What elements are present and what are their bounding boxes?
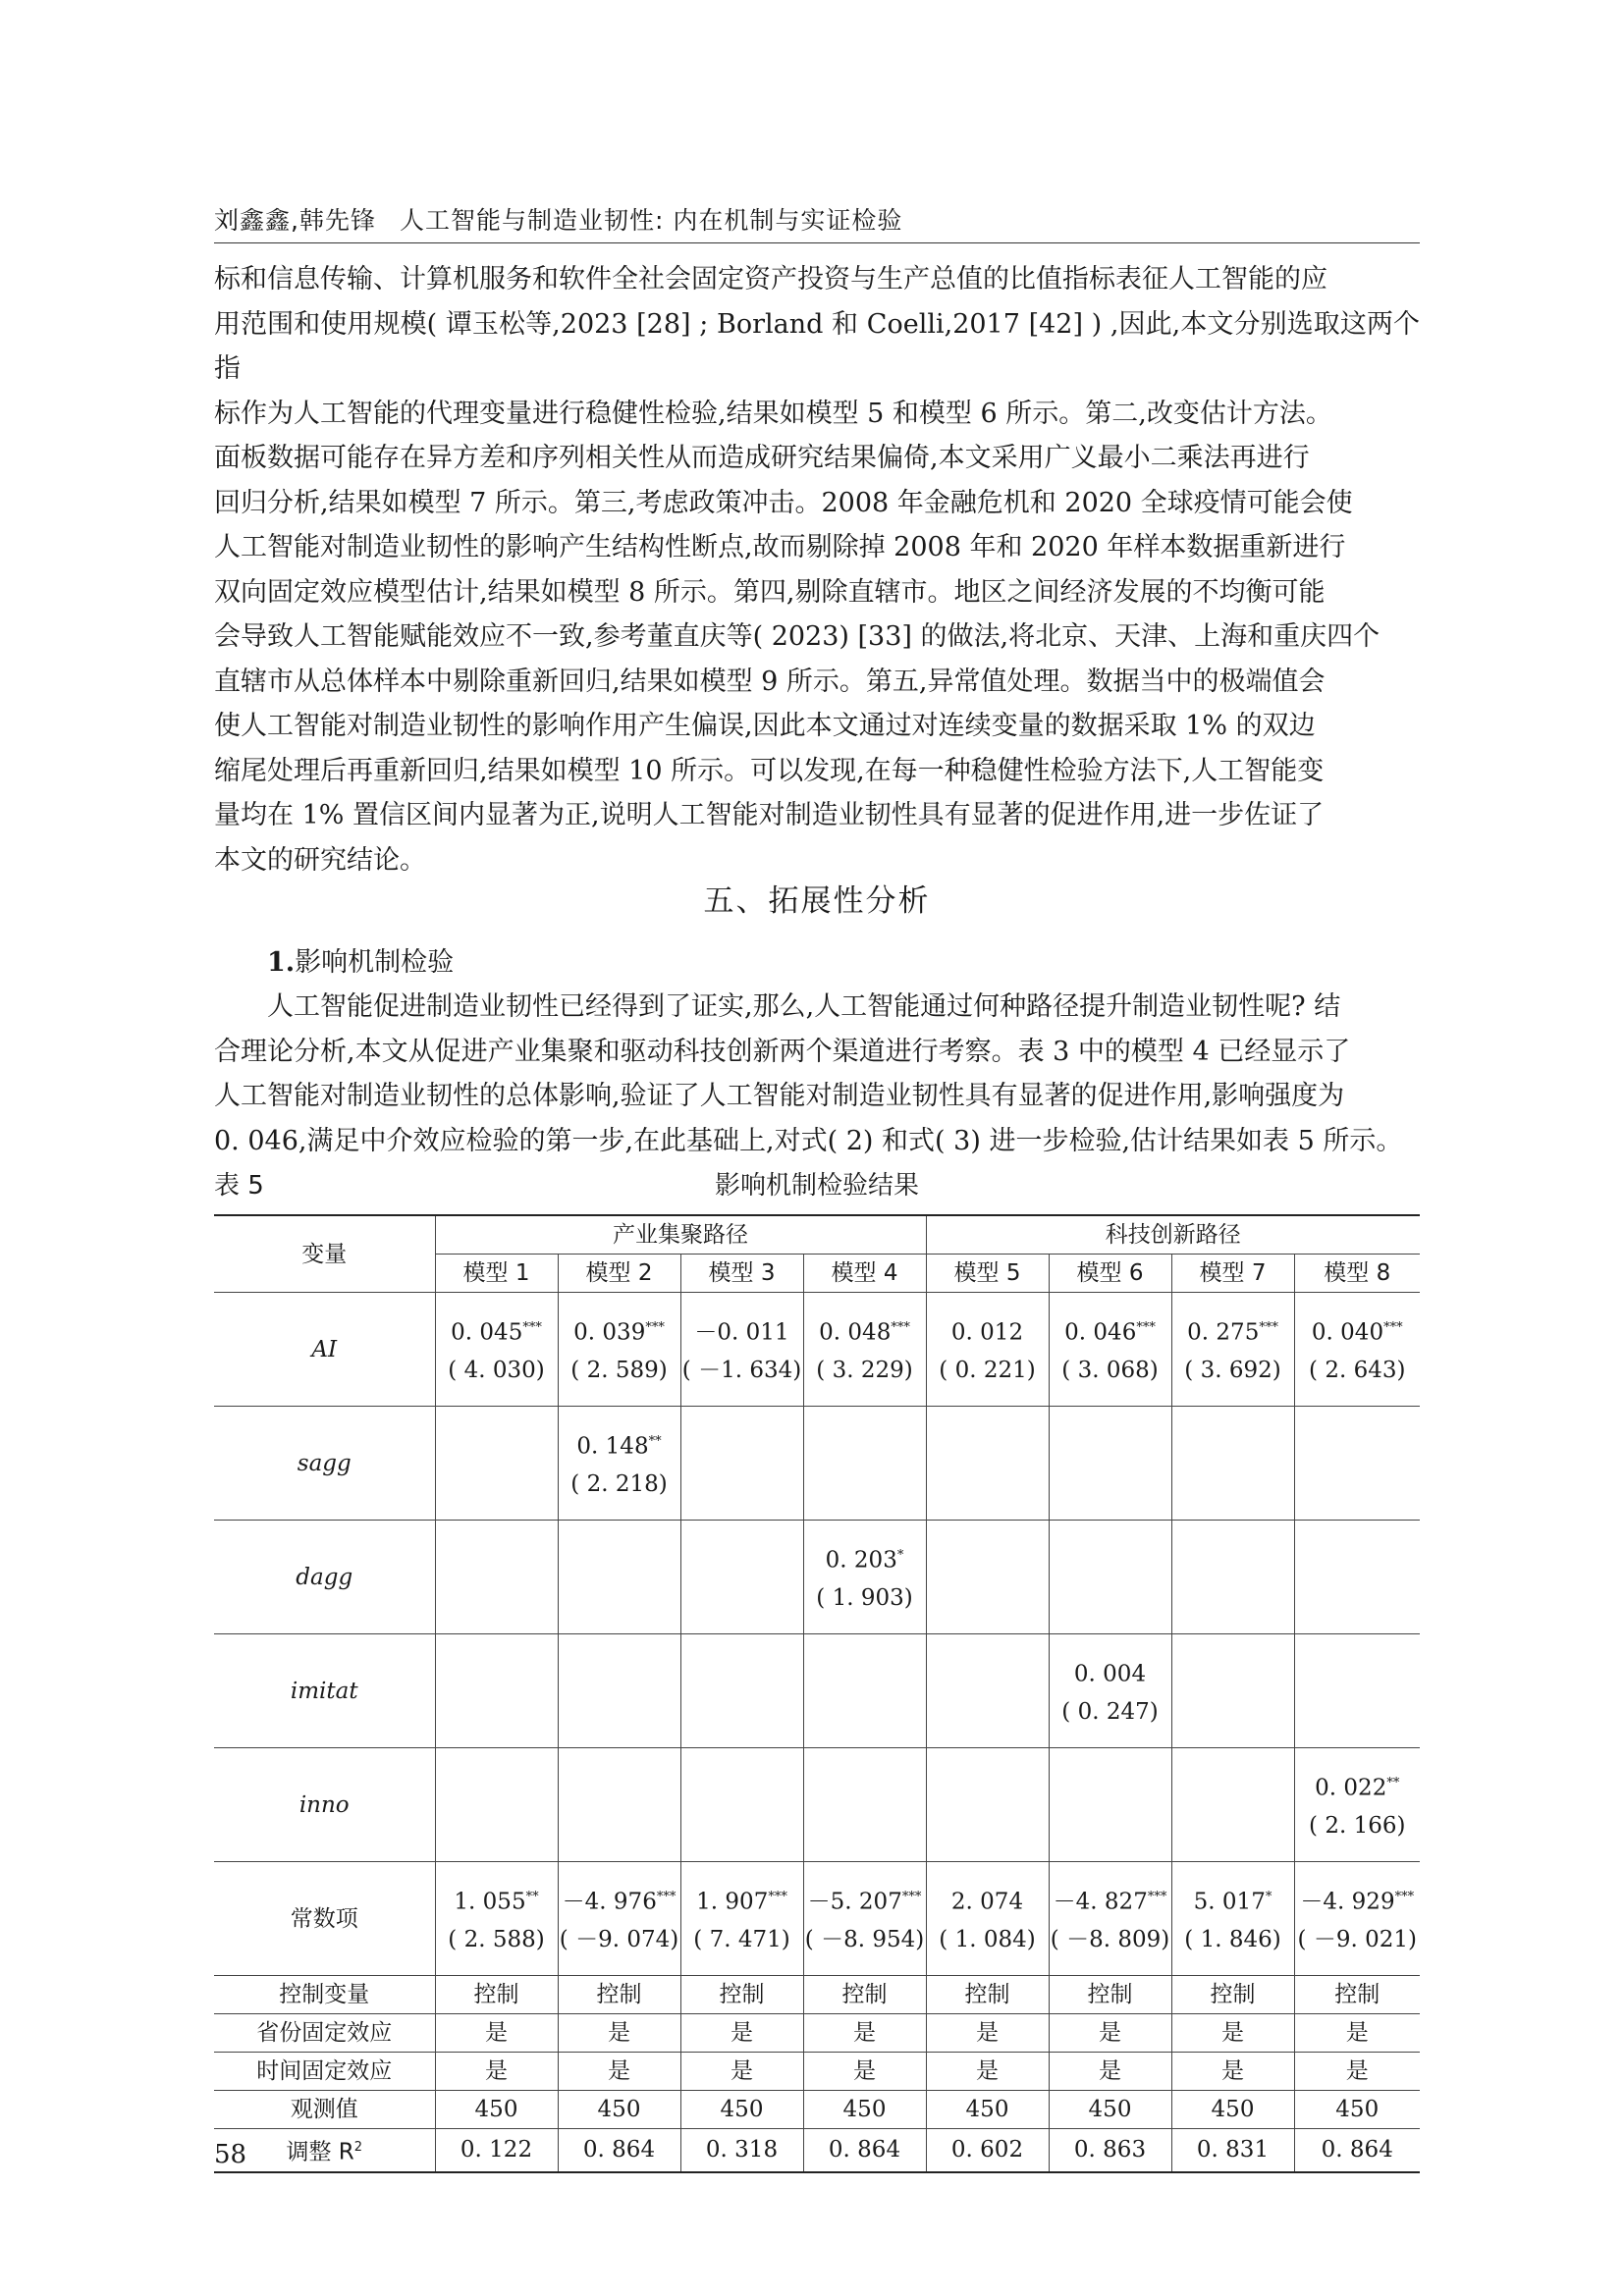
table-row bbox=[214, 1521, 1420, 1634]
model-header: 模型 3 bbox=[680, 1255, 803, 1293]
table-cell: 是 bbox=[1294, 2053, 1420, 2091]
model-header: 模型 1 bbox=[435, 1255, 558, 1293]
coefficient: 0. 045 bbox=[451, 1319, 523, 1346]
model-header: 模型 6 bbox=[1049, 1255, 1171, 1293]
t-statistic: ( 1. 903) bbox=[816, 1584, 913, 1611]
section-title: 五、拓展性分析 bbox=[703, 883, 931, 919]
text-line: 量均在 1% 置信区间内显著为正,说明人工智能对制造业韧性具有显著的促进作用,进一步佐证了 bbox=[214, 800, 1325, 830]
table-cell bbox=[803, 1862, 926, 1976]
table-cell bbox=[1049, 1407, 1171, 1521]
table-cell bbox=[1171, 1521, 1294, 1634]
t-statistic: ( －8. 809) bbox=[1050, 1926, 1170, 1952]
table-row bbox=[214, 2091, 1420, 2129]
table-row bbox=[214, 1748, 1420, 1862]
table-cell bbox=[1049, 1293, 1171, 1407]
model-header: 模型 7 bbox=[1171, 1255, 1294, 1293]
table-cell bbox=[680, 1634, 803, 1748]
model-header: 模型 8 bbox=[1294, 1255, 1420, 1293]
coefficient: 0. 039 bbox=[573, 1319, 646, 1346]
significance-stars: *** bbox=[645, 1320, 665, 1336]
table-label: 表 5 bbox=[214, 1171, 264, 1201]
coefficient: 0. 148 bbox=[576, 1433, 649, 1460]
table-cell bbox=[926, 1407, 1049, 1521]
table-cell: 是 bbox=[435, 2053, 558, 2091]
coefficient-line bbox=[1295, 1765, 1421, 1807]
significance-stars: ** bbox=[648, 1434, 662, 1450]
text-line: 回归分析,结果如模型 7 所示。第三,考虑政策冲击。2008 年金融危机和 2020 全球疫情可能会使 bbox=[214, 487, 1353, 518]
text-line: 0. 046,满足中介效应检验的第一步,在此基础上,对式( 2) 和式( 3) 进一步检验,估计结果如表 5 所示。 bbox=[214, 1125, 1403, 1156]
coefficient: 0. 022 bbox=[1315, 1775, 1387, 1801]
table-cell bbox=[558, 1634, 680, 1748]
table-row bbox=[214, 1976, 1420, 2014]
table-cell: 是 bbox=[680, 2053, 803, 2091]
coefficient-line bbox=[804, 1537, 926, 1579]
table-cell bbox=[1049, 1521, 1171, 1634]
coefficient: －4. 827 bbox=[1053, 1889, 1148, 1915]
table-row bbox=[214, 1862, 1420, 1976]
table-cell: 控制 bbox=[680, 1976, 803, 2014]
row-label: dagg bbox=[214, 1521, 435, 1634]
coefficient: －4. 929 bbox=[1300, 1889, 1395, 1915]
table-cell: 是 bbox=[803, 2053, 926, 2091]
table-cell: 是 bbox=[680, 2014, 803, 2053]
coefficient: 0. 275 bbox=[1187, 1319, 1260, 1346]
row-label: sagg bbox=[214, 1407, 435, 1521]
table-cell: 450 bbox=[803, 2091, 926, 2129]
t-statistic: ( 0. 221) bbox=[939, 1357, 1036, 1383]
table-cell bbox=[680, 1862, 803, 1976]
table-row bbox=[214, 2129, 1420, 2172]
significance-stars: * bbox=[896, 1548, 904, 1564]
significance-stars: *** bbox=[1394, 1890, 1415, 1905]
table-cell bbox=[1171, 1748, 1294, 1862]
table-cell: 控制 bbox=[435, 1976, 558, 2014]
table-cell: 控制 bbox=[1294, 1976, 1420, 2014]
table-caption: 影响机制检验结果 bbox=[714, 1171, 919, 1201]
t-statistic: ( 2. 588) bbox=[448, 1926, 545, 1952]
row-label: imitat bbox=[214, 1634, 435, 1748]
t-statistic: ( －9. 074) bbox=[559, 1926, 679, 1952]
table-cell: 控制 bbox=[1171, 1976, 1294, 2014]
table-cell: 450 bbox=[435, 2091, 558, 2129]
text-line: 使人工智能对制造业韧性的影响作用产生偏误,因此本文通过对连续变量的数据采取 1% 的双边 bbox=[214, 711, 1316, 741]
table-cell bbox=[680, 1748, 803, 1862]
table-cell bbox=[435, 1634, 558, 1748]
text-line: 人工智能对制造业韧性的影响产生结构性断点,故而剔除掉 2008 年和 2020 年样本数据重新进行 bbox=[214, 532, 1346, 562]
row-label: inno bbox=[214, 1748, 435, 1862]
table-cell bbox=[435, 1407, 558, 1521]
table-cell bbox=[1049, 1748, 1171, 1862]
table-cell: 450 bbox=[558, 2091, 680, 2129]
table-cell bbox=[1049, 1634, 1171, 1748]
table-cell bbox=[803, 1521, 926, 1634]
table-cell bbox=[558, 1293, 680, 1407]
coefficient-line bbox=[559, 1423, 680, 1466]
table-row bbox=[214, 2014, 1420, 2053]
running-header bbox=[214, 201, 902, 237]
coefficient: 5. 017 bbox=[1193, 1889, 1266, 1915]
coefficient-line bbox=[1295, 1879, 1421, 1921]
table-row bbox=[214, 2053, 1420, 2091]
coefficient-line bbox=[1172, 1309, 1294, 1352]
table-cell bbox=[558, 1407, 680, 1521]
table-cell bbox=[1171, 1293, 1294, 1407]
text-line: 面板数据可能存在异方差和序列相关性从而造成研究结果偏倚,本文采用广义最小二乘法再进行 bbox=[214, 443, 1310, 473]
t-statistic: ( 3. 229) bbox=[816, 1357, 913, 1383]
coefficient: 0. 004 bbox=[1073, 1661, 1147, 1687]
text-line: 人工智能对制造业韧性的总体影响,验证了人工智能对制造业韧性具有显著的促进作用,影响强度为 bbox=[214, 1081, 1345, 1111]
coefficient-line bbox=[681, 1309, 803, 1352]
table-cell bbox=[435, 1862, 558, 1976]
t-statistic: ( 7. 471) bbox=[693, 1926, 790, 1952]
table-cell bbox=[1294, 1862, 1420, 1976]
table-cell: 450 bbox=[1171, 2091, 1294, 2129]
text-line: 用范围和使用规模( 谭玉松等,2023 [28] ; Borland 和 Coelli,2017 [42] ) ,因此,本文分别选取这两个指 bbox=[214, 308, 1420, 384]
coefficient-line bbox=[1050, 1651, 1171, 1693]
table-cell: 是 bbox=[1171, 2053, 1294, 2091]
table-cell bbox=[558, 1748, 680, 1862]
table-cell bbox=[1294, 1748, 1420, 1862]
coefficient-line bbox=[436, 1309, 558, 1352]
table-cell bbox=[926, 1748, 1049, 1862]
significance-stars: ** bbox=[525, 1890, 539, 1905]
coefficient: 0. 046 bbox=[1064, 1319, 1137, 1346]
table-cell bbox=[680, 1521, 803, 1634]
table-cell bbox=[803, 1634, 926, 1748]
table-cell: 是 bbox=[926, 2053, 1049, 2091]
table-cell: 0. 602 bbox=[926, 2129, 1049, 2172]
row-label: 观测值 bbox=[214, 2091, 435, 2129]
coefficient: 1. 907 bbox=[696, 1889, 769, 1915]
row-label: 省份固定效应 bbox=[214, 2014, 435, 2053]
header-rule bbox=[214, 242, 1420, 243]
paragraph-robustness bbox=[214, 257, 1420, 882]
group-header-innovation: 科技创新路径 bbox=[926, 1215, 1420, 1255]
table-cell bbox=[926, 1862, 1049, 1976]
coefficient-line bbox=[1050, 1309, 1171, 1352]
t-statistic: ( －1. 634) bbox=[681, 1357, 802, 1383]
table-cell: 是 bbox=[558, 2053, 680, 2091]
coefficient-line bbox=[436, 1879, 558, 1921]
table-cell bbox=[926, 1521, 1049, 1634]
table-cell: 是 bbox=[558, 2014, 680, 2053]
subsection-text: 影响机制检验 bbox=[295, 947, 455, 978]
coefficient-line bbox=[559, 1309, 680, 1352]
table-cell bbox=[558, 1521, 680, 1634]
table-cell bbox=[926, 1634, 1049, 1748]
coefficient: －0. 011 bbox=[694, 1319, 789, 1346]
significance-stars: *** bbox=[1136, 1320, 1156, 1336]
coefficient-line bbox=[927, 1309, 1049, 1352]
table-cell bbox=[803, 1748, 926, 1862]
coefficient-line bbox=[1172, 1879, 1294, 1921]
table-cell bbox=[1294, 1634, 1420, 1748]
table-cell bbox=[1294, 1521, 1420, 1634]
group-header-agglomeration: 产业集聚路径 bbox=[435, 1215, 926, 1255]
table-cell bbox=[435, 1748, 558, 1862]
table-cell: 控制 bbox=[558, 1976, 680, 2014]
table-cell bbox=[558, 1862, 680, 1976]
table-cell bbox=[1171, 1407, 1294, 1521]
table-cell: 450 bbox=[680, 2091, 803, 2129]
table-cell bbox=[803, 1407, 926, 1521]
row-label bbox=[214, 2129, 435, 2172]
model-header: 模型 4 bbox=[803, 1255, 926, 1293]
significance-stars: *** bbox=[891, 1320, 910, 1336]
text-line: 人工智能促进制造业韧性已经得到了证实,那么,人工智能通过何种路径提升制造业韧性呢? 结 bbox=[267, 991, 1341, 1022]
table-cell bbox=[1294, 1293, 1420, 1407]
table-cell bbox=[680, 1407, 803, 1521]
coefficient: 0. 048 bbox=[819, 1319, 892, 1346]
page-number: 58 bbox=[214, 2140, 247, 2169]
significance-stars: *** bbox=[1259, 1320, 1278, 1336]
text-line: 双向固定效应模型估计,结果如模型 8 所示。第四,剔除直辖市。地区之间经济发展的不均衡可能 bbox=[214, 576, 1326, 608]
significance-stars: *** bbox=[1147, 1890, 1167, 1905]
header-title: 人工智能与制造业韧性: 内在机制与实证检验 bbox=[399, 206, 903, 235]
coefficient-line bbox=[1050, 1879, 1171, 1921]
table-cell: 是 bbox=[803, 2014, 926, 2053]
coefficient-line bbox=[1295, 1309, 1421, 1352]
text-line: 标和信息传输、计算机服务和软件全社会固定资产投资与生产总值的比值指标表征人工智能的应 bbox=[214, 264, 1327, 294]
table-cell: 0. 864 bbox=[803, 2129, 926, 2172]
table-cell bbox=[1171, 1634, 1294, 1748]
table-cell bbox=[926, 1293, 1049, 1407]
significance-stars: ** bbox=[1386, 1776, 1400, 1791]
coefficient-line bbox=[927, 1879, 1049, 1921]
table-cell: 450 bbox=[1294, 2091, 1420, 2129]
table-cell: 450 bbox=[1049, 2091, 1171, 2129]
table-cell bbox=[1294, 1407, 1420, 1521]
text-line: 合理论分析,本文从促进产业集聚和驱动科技创新两个渠道进行考察。表 3 中的模型 4 已经显示了 bbox=[214, 1036, 1351, 1067]
significance-stars: *** bbox=[1383, 1320, 1403, 1336]
t-statistic: ( 2. 589) bbox=[570, 1357, 668, 1383]
coefficient: －5. 207 bbox=[807, 1889, 902, 1915]
table-cell: 控制 bbox=[803, 1976, 926, 2014]
table-cell: 0. 318 bbox=[680, 2129, 803, 2172]
significance-stars: * bbox=[1265, 1890, 1272, 1905]
text-line: 标作为人工智能的代理变量进行稳健性检验,结果如模型 5 和模型 6 所示。第二,改变估计方法。 bbox=[214, 398, 1332, 429]
table-cell bbox=[680, 1293, 803, 1407]
model-header: 模型 2 bbox=[558, 1255, 680, 1293]
coefficient: 1. 055 bbox=[454, 1889, 526, 1915]
table-cell bbox=[435, 1521, 558, 1634]
table-cell: 是 bbox=[435, 2014, 558, 2053]
table-cell: 是 bbox=[926, 2014, 1049, 2053]
t-statistic: ( 3. 692) bbox=[1184, 1357, 1281, 1383]
text-line: 缩尾处理后再重新回归,结果如模型 10 所示。可以发现,在每一种稳健性检验方法下,人工智能变 bbox=[214, 755, 1325, 786]
coefficient-line bbox=[804, 1879, 926, 1921]
table-cell bbox=[435, 1293, 558, 1407]
text-line: 直辖市从总体样本中剔除重新回归,结果如模型 9 所示。第五,异常值处理。数据当中的极端值会 bbox=[214, 666, 1326, 697]
table-cell bbox=[1171, 1862, 1294, 1976]
coefficient-line bbox=[559, 1879, 680, 1921]
table-cell: 控制 bbox=[1049, 1976, 1171, 2014]
t-statistic: ( －9. 021) bbox=[1297, 1926, 1417, 1952]
table-row bbox=[214, 1407, 1420, 1521]
coefficient: －4. 976 bbox=[562, 1889, 657, 1915]
text-line: 会导致人工智能赋能效应不一致,参考董直庆等( 2023) [33] 的做法,将北京、天津、上海和重庆四个 bbox=[214, 621, 1380, 652]
t-statistic: ( 2. 166) bbox=[1309, 1812, 1406, 1839]
coefficient-line bbox=[681, 1879, 803, 1921]
r2-superscript: 2 bbox=[353, 2140, 363, 2155]
coefficient: 0. 203 bbox=[825, 1547, 897, 1574]
subsection-number: 1. bbox=[267, 947, 296, 978]
t-statistic: ( 4. 030) bbox=[448, 1357, 545, 1383]
table-cell: 0. 863 bbox=[1049, 2129, 1171, 2172]
coefficient-line bbox=[804, 1309, 926, 1352]
table-cell: 是 bbox=[1171, 2014, 1294, 2053]
table-cell: 控制 bbox=[926, 1976, 1049, 2014]
significance-stars: *** bbox=[522, 1320, 542, 1336]
table-cell: 是 bbox=[1294, 2014, 1420, 2053]
r2-label: 调整 R bbox=[286, 2139, 354, 2165]
coefficient: 0. 012 bbox=[950, 1319, 1024, 1346]
table-cell: 0. 864 bbox=[558, 2129, 680, 2172]
row-label: 控制变量 bbox=[214, 1976, 435, 2014]
var-header: 变量 bbox=[214, 1215, 435, 1293]
t-statistic: ( 3. 068) bbox=[1061, 1357, 1159, 1383]
t-statistic: ( 1. 846) bbox=[1184, 1926, 1281, 1952]
table-row bbox=[214, 1293, 1420, 1407]
text-line: 本文的研究结论。 bbox=[214, 844, 426, 876]
t-statistic: ( －8. 954) bbox=[804, 1926, 925, 1952]
table-row bbox=[214, 1634, 1420, 1748]
subsection-heading bbox=[267, 940, 454, 979]
table-cell bbox=[1049, 1862, 1171, 1976]
header-authors: 刘鑫鑫,韩先锋 bbox=[214, 206, 376, 235]
table-cell: 0. 864 bbox=[1294, 2129, 1420, 2172]
row-label: 常数项 bbox=[214, 1862, 435, 1976]
t-statistic: ( 2. 218) bbox=[570, 1470, 668, 1497]
coefficient: 0. 040 bbox=[1311, 1319, 1384, 1346]
significance-stars: *** bbox=[901, 1890, 922, 1905]
model-header: 模型 5 bbox=[926, 1255, 1049, 1293]
table-cell bbox=[803, 1293, 926, 1407]
paragraph-mechanism bbox=[214, 985, 1420, 1163]
t-statistic: ( 2. 643) bbox=[1309, 1357, 1406, 1383]
table-cell: 是 bbox=[1049, 2014, 1171, 2053]
row-label: AI bbox=[214, 1293, 435, 1407]
row-label: 时间固定效应 bbox=[214, 2053, 435, 2091]
coefficient: 2. 074 bbox=[950, 1889, 1024, 1915]
table-cell: 是 bbox=[1049, 2053, 1171, 2091]
t-statistic: ( 0. 247) bbox=[1061, 1698, 1159, 1725]
table-cell: 0. 831 bbox=[1171, 2129, 1294, 2172]
significance-stars: *** bbox=[768, 1890, 787, 1905]
significance-stars: *** bbox=[656, 1890, 677, 1905]
table-cell: 450 bbox=[926, 2091, 1049, 2129]
table-cell: 0. 122 bbox=[435, 2129, 558, 2172]
t-statistic: ( 1. 084) bbox=[939, 1926, 1036, 1952]
results-table bbox=[214, 1214, 1420, 2173]
